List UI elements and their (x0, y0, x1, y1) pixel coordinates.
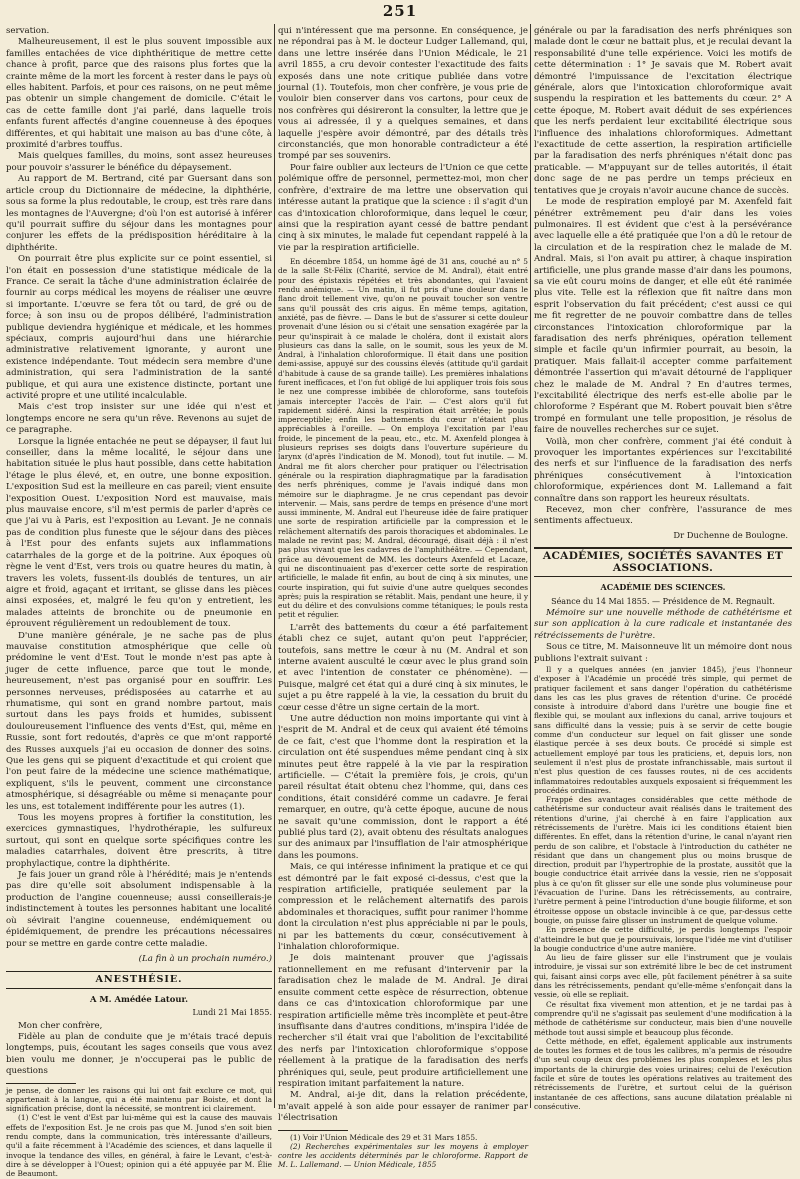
paragraph: Malheureusement, il est le plus souvent impossible aux familles entachées de vice diphthéritique de mettre cette chance à profit, parce que des raisons plus fortes que la crainte même de la mort les forcent à rester dans le pays où elles habitent. Parfois, et pour ces raisons, on ne peut même pas obtenir un simple changement de domicile. C'était le cas de cette famille dont j'ai parlé, dans laquelle trois enfants furent affectés d'angine couenneuse à des époques différentes, et qui habitait une maison au bas d'une côte, à proximité d'arbres touffus. (6, 37, 272, 151)
extract-paragraph: Au lieu de faire glisser sur elle l'instrument que je voulais introduire, je vissai sur son extrémité libre le bec de cet instrument qui, faisant ainsi corps avec elle, pût facilement pénétrer à sa suite dans les rétrécissements, pendant qu'elle-même s'enfonçait dans la vessie, où elle se repliait. (534, 953, 792, 1000)
paragraph: Tous les moyens propres à fortifier la constitution, les exercices gymnastiques, l'hydrothérapie, les sulfureux surtout, qui sont en quelque sorte spécifiques contre les maladies catarrhales, doivent être prescrits, à titre prophylactique, contre la diphthérite. (6, 813, 272, 869)
paragraph: D'une manière générale, je ne sache pas de plus mauvaise constitution atmosphérique que celle où prédomine le vent d'Est. Tout le monde n'est pas apte à juger de cette influence, parce que tout le monde, heureusement, n'est pas organisé pour en souffrir. Les personnes nerveuses, prédisposées au catarrhe et au rhumatisme, qui sont en grand nombre partout, mais surtout dans les pays froids et humides, subissent douloureusement l'influence des vents d'Est, qui, même en Russie, sont fort redoutés, d'après ce que m'ont rapporté des Russes auxquels j'ai eu occasion de donner des soins. Que les gens qui se piquent d'exactitude et qui croient que l'on peut faire de la médecine une science mathématique, expliquent, s'ils le peuvent, comment une circonstance atmosphérique, si désagréable ou même si menaçante pour les uns, est totalement indifférente pour les autres (1). (6, 630, 272, 812)
paragraph: Recevez, mon cher confrère, l'assurance de mes sentiments affectueux. (534, 505, 792, 527)
extract-paragraph: Frappé des avantages considérables que cette méthode de cathétérisme sur conducteur avait réalisés dans le traitement des rétentions d'urine, j'ai cherché à en faire l'application aux rétrécissements de l'urètre. Mais ici les conditions étaient bien différentes. En effet, dans la rétention d'urine, le canal n'ayant rien perdu de son calibre, et l'obstacle à l'introduction du cathéter ne résidant que dans un changement plus ou moins brusque de direction, produit par l'hypertrophie de la prostate, aussitôt que la bougie conductrice était arrivée dans la vessie, rien ne s'opposait plus à ce qu'on fît glisser sur elle une sonde plus volumineuse pour l'évacuation de l'urine. Dans les rétrécissements, au contraire, l'urètre perment à peine l'introduction d'une bougie filiforme, et son étroitesse oppose un obstacle invincible à ce que, par-dessus cette bougie, on puisse faire glisser un instrument de quelque volume. (534, 795, 792, 925)
paragraph: On pourrait être plus explicite sur ce point essentiel, si l'on était en possession d'une statistique médicale de la France. Ce serait la tâche d'une administration éclairée de fournir au corps médical les moyens de réaliser une œuvre si importante. L'œuvre se fera tôt ou tard, de gré ou de force; à son insu ou de propos délibéré, l'administration publique deviendra hygiénique et médicale, et les hommes spéciaux, compris aujourd'hui dans une hiérarchie administrative relativement ignorante, y auront une existence indépendante. Tout médecin sera membre d'une administration, qui sera l'administration de la santé publique, et qui aura une existence distincte, portant une activité propre et une utilité incalculable. (6, 254, 272, 401)
footnote: (1) C'est le vent d'Est par lui-même qui est la cause des mauvais effets de l'exposition Est. Je ne crois pas que M. Junod s'en soit bien rendu compte, dans la communication, très intéressante d'ailleurs, qu'il a faite récemment à l'Académie des sciences, et dans laquelle il invoque la tendance des villes, en général, à faire le Levant, c'est-à-dire à se développer à l'Ouest; opinion qui a été appuyée par M. Élie de Beaumont. (6, 1113, 272, 1179)
paragraph: Mais, ce qui intéresse infiniment la pratique et ce qui est démontré par le fait exposé ci-dessus, c'est que la respiration artificielle, pratiquée seulement par la compression et le relâchement alternatifs des parois abdominales et thoraciques, suffit pour ranimer l'homme dont la circulation n'est plus appréciable ni par le pouls, ni par les battements du cœur, consécutivement à l'inhalation chloroformique. (278, 862, 528, 953)
extract-paragraph: Il y a quelques années (en janvier 1845), j'eus l'honneur d'exposer à l'Académie un procédé très simple, qui permet de pratiquer facilement et sans danger l'opération du cathétérisme dans les cas les plus graves de rétention d'urine. Ce procédé consiste à introduire d'abord dans l'urètre une bougie fine et flexible qui, se moulant aux inflexions du canal, arrive toujours et sans difficulté dans la vessie; puis à se servir de cette bougie comme d'un conducteur sur lequel on fait glisser une sonde élastique percée à ses deux bouts. Ce procédé si simple est actuellement employé par tous les praticiens, et, depuis lors, non seulement il n'est plus de prostate infranchissable, mais surtout il n'est plus question de ces fausses routes, ni de ces accidents inflammatoires redoutables auxquels exposaient si fréquemment les procédés ordinaires. (534, 664, 792, 795)
extract-paragraph: Cette méthode, en effet, également applicable aux instruments de toutes les formes et de tous les calibres, m'a permis de résoudre d'un seul coup deux des problèmes les plus complexes et les plus importants de la chirurgie des voies urinaires; celui de l'exécution facile et sûre de toutes les opérations relatives au traitement des rétrécissements de l'urètre, et surtout celui de la guérison instantanée de ces affections, sans aucune dilatation préalable ni consécutive. (534, 1036, 792, 1111)
extract-paragraph: Ce résultat fixa vivement mon attention, et je ne tardai pas à comprendre qu'il ne s'agissait pas seulement d'une modification à la méthode de cathétérisme sur conducteur, mais bien d'une nouvelle méthode tout aussi simple et beaucoup plus féconde. (534, 999, 792, 1037)
column-1 (6, 26, 272, 1179)
column-3 (534, 26, 792, 1111)
footnote-rule (6, 1083, 76, 1084)
paragraph: Voilà, mon cher confrère, comment j'ai été conduit à provoquer les importantes expériences sur l'excitabilité des nerfs et sur l'influence de la faradisation des nerfs phréniques consécutivement à l'intoxication chloroformique, expériences dont M. Lallemand a fait connaître dans son rapport les heureux résultats. (534, 436, 792, 504)
paragraph: générale ou par la faradisation des nerfs phréniques son malade dont le cœur ne battait plus, et je reculai devant la responsabilité d'une telle expérience. Voici les motifs de cette détermination : 1° Je savais que M. Robert avait démontré l'impuissance de l'excitation électrique générale, alors que l'intoxication chloroformique avait suspendu la respiration et les battements du cœur. 2° A cette époque, M. Robert avait déduit de ses expériences que les nerfs perdaient leur excitabilité électrique sous l'influence des inhalations chloroformiques. Admettant l'exactitude de cette assertion, la respiration artificielle par la faradisation des nerfs phréniques n'était donc pas praticable. — M'appuyant sur de telles autorités, il était donc sage de ne pas perdre un temps précieux en tentatives que je croyais n'avoir aucune chance de succès. (534, 26, 792, 196)
page-number: 251 (382, 2, 418, 20)
observation-text: En décembre 1854, un homme âgé de 31 ans, couché au n° 5 de la salle St-Félix (Charité, service de M. Andral), était entré pour des épistaxis répétées et très abondantes, qui l'avaient rendu anémique. — Un matin, il fut pris d'une douleur dans le flanc droit tellement vive, qu'on ne pouvait toucher son ventre sans qu'il poussât des cris aigus. En même temps, agitation, anxiété, pas de fièvre. — Dans le but de s'assurer si cette douleur provenait d'une lésion ou si c'était une sensation exagérée par la peur qu'inspirait à ce malade le choléra, dont il existait alors plusieurs cas dans la salle, on le soumit, sous les yeux de M. Andral, à l'inhalation chloroformique. Il était dans une position demi-assise, appuyé sur des coussins élevés (attitude qu'il gardait d'habitude à cause de sa grande taille). Les premières inhalations furent inefficaces, et l'on fut obligé de lui appliquer trois fois sous le nez une compresse imbibée de chloroforme, sans toutefois jamais intercepter l'accès de l'air. — C'est alors qu'il fut rapidement sidéré. Ainsi la respiration était arrêtée; le pouls imperceptible; enfin les battements du cœur n'étaient plus appréciables à l'oreille. — On employa l'excitation par l'eau froide, le pincement de la peau, etc., etc. M. Axenfeld plongea à plusieurs reprises ses doigts dans l'ouverture supérieure du larynx (d'après l'indication de M. Monod), tout fut inutile. — M. Andral me fit alors chercher pour pratiquer ou l'électrisation générale ou la respiration diaphragmatique par la faradisation des nerfs phréniques, comme je l'avais indiqué dans mon mémoire sur le diaphragme. Je ne crus cependant pas devoir intervenir. — Mais, sans perdre de temps en présence d'une mort aussi imminente, M. Andral eut l'heureuse idée de faire pratiquer une sorte de respiration artificielle par la compression et le relâchement alternatifs des parois thoraciques et abdominales. Le malade ne revint pas; M. Andral, découragé, disait déjà : il n'est pas plus vivant que les cadavres de l'amphithéâtre. — Cependant, grâce au dévouement de MM. les docteurs Axenfeld et Lacaze, qui ne discontinuaient pas d'exercer cette sorte de respiration artificielle, le malade fit enfin, au bout de cinq à six minutes, une courte inspiration, qui fut suivie d'une autre quelques secondes après; puis la respiration se rétablit. Mais, pendant une heure, il y eut du délire et des convulsions comme tétaniques; le pouls resta petit et régulier. (278, 257, 528, 620)
memoir-title: Mémoire sur une nouvelle méthode de cathétérisme et sur son application à la cure radicale et instantanée des rétrécissements de l'urètre. (534, 607, 792, 641)
column-rule-1 (274, 24, 275, 1108)
signature: Dr Duchenne de Boulogne. (673, 529, 788, 540)
paragraph: servation. (6, 26, 50, 36)
footnote: je pense, de donner les raisons qui lui ont fait exclure ce mot, qui appartenait à la langue, qui a été maintenu par Boiste, et dont la signification précise, dont la nécessité, se montrent ici clairement. (6, 1085, 272, 1114)
paragraph: Lorsque la lignée entachée ne peut se dépayser, il faut lui conseiller, dans la même localité, le séjour dans une habitation située le plus haut possible, dans cette habitation l'étage le plus élevé, et, en outre, une bonne exposition. L'exposition Sud est la meilleure en cas pareil; vient ensuite l'exposition Ouest. L'exposition Nord est mauvaise, mais plus mauvaise encore, s'il m'est permis de parler d'après ce que j'ai vu à Paris, est l'exposition au Levant. Je ne connais pas de condition plus funeste que le séjour dans des pièces à l'Est pour des enfants sujets aux inflammations catarrhales de la gorge et de la poitrine. Aux époques où règne le vent d'Est, vers trois ou quatre heures du matin, à travers les volets, fussent-ils doublés de tentures, un air aigre et froid, agaçant et irritant, se glisse dans les pièces ainsi exposées, et, malgré le feu qu'on y entretient, les malades atteints de bronchite ou de pneumonie en éprouvent régulièrement un redoublement de toux. (6, 436, 272, 630)
footnote: (1) Voir l'Union Médicale des 29 et 31 Mars 1855. (290, 1132, 478, 1142)
paragraph: qui n'intéressent que ma personne. En conséquence, je ne répondrai pas à M. le docteur Ludger Lallemand, qui, dans une lettre insérée dans l'Union Médicale, le 21 avril 1855, a cru devoir contester l'exactitude des faits exposés dans une note critique publiée dans votre journal (1). Toutefois, mon cher confrère, je vous prie de vouloir bien conserver dans vos cartons, pour ceux de nos confrères qui désireront la consulter, la lettre que je vous ai adressée, il y a quelques semaines, et dans laquelle j'espère avoir démontré, par des détails très circonstanciés, que mon honorable contradicteur a été trompé par ses souvenirs. (278, 26, 528, 162)
paragraph: Pour faire oublier aux lecteurs de l'Union ce que cette polémique offre de personnel, permettez-moi, mon cher confrère, d'extraire de ma lettre une observation qui intéresse autant la pratique que la science : il s'agit d'un cas d'intoxication chloroformique, dans lequel le cœur, ainsi que la respiration ayant cessé de battre pendant cinq à six minutes, le malade fut cependant rappelé à la vie par la respiration artificielle. (278, 162, 528, 253)
letter-date: Lundi 21 Mai 1855. (192, 1008, 272, 1018)
paragraph: Je dois maintenant prouver que j'agissais rationnellement en me refusant d'intervenir par la faradisation chez le malade de M. Andral. Je dirai ensuite comment cette espèce de résurrection, obtenue dans ce cas d'intoxication chloroformique par une respiration artificielle même très incomplète et peut-être insuffisante dans d'autres conditions, m'inspira l'idée de rechercher s'il était vrai que l'abolition de l'excitabilité des nerfs par l'intoxication chloroformique s'oppose réellement à la pratique de la faradisation des nerfs phréniques qui, seule, peut produire artificiellement une respiration imitant parfaitement la nature. (278, 953, 528, 1089)
salutation: Mon cher confrère, (18, 1020, 103, 1031)
extract-paragraph: En présence de cette difficulté, je perdis longtemps l'espoir d'atteindre le but que je poursuivais, lorsque l'idée me vint d'utiliser la bougie conductrice d'une autre manière. (534, 925, 792, 953)
session-line: Séance du 14 Mai 1855. — Présidence de M. Regnault. (551, 596, 775, 606)
footnote-rule (278, 1130, 348, 1131)
paragraph: Je fais jouer un grand rôle à l'hérédité; mais je n'entends pas dire qu'elle soit absolument indispensable à la production de l'angine couenneuse; aussi conseillerais-je indistinctement à toutes les personnes habitant une localité où sévirait l'angine couenneuse, endémiquement ou épidémiquement, de prendre les précautions nécessaires pour se mettre en garde contre cette maladie. (6, 870, 272, 949)
paragraph: L'arrêt des battements du cœur a été parfaitement établi chez ce sujet, autant qu'on peut l'apprécier, toutefois, sans mettre le cœur à nu (M. Andral et son interne avaient ausculté le cœur avec le plus grand soin et avec l'intention de constater ce phénomène). — Puisque, malgré cet état qui a duré cinq à six minutes, le sujet a pu être rappelé à la vie, la cessation du bruit du cœur cesse d'être un signe certain de la mort. (278, 622, 528, 713)
addressee: A M. Amédée Latour. (89, 993, 189, 1004)
column-2 (278, 26, 528, 1170)
paragraph: Fidèle au plan de conduite que je m'étais tracé depuis longtemps, puis, écoutant les sages conseils que vous avez bien voulu me donner, je n'occuperai pas le public de questions (6, 1031, 272, 1077)
paragraph: Mais quelques familles, du moins, sont assez heureuses pour pouvoir s'assurer le bénéfice du dépaysement. (6, 151, 272, 173)
section-title-academies: ACADÉMIES, SOCIÉTÉS SAVANTES ET ASSOCIATIONS. (534, 547, 792, 577)
paragraph: Une autre déduction non moins importante qui vint à l'esprit de M. Andral et de ceux qui avaient été témoins de ce fait, c'est que l'homme dont la respiration et la circulation ont été suspendues même pendant cinq à six minutes peut être rappelé à la vie par la respiration artificielle. — C'était la première fois, je crois, qu'un pareil résultat était obtenu chez l'homme, qui, dans ces conditions, était considéré comme un cadavre. Je ferai remarquer, en outre, qu'à cette époque, aucune de nous ne savait qu'une commission, dont le rapport a été publié plus tard (2), avait obtenu des résultats analogues sur des animaux par l'insufflation de l'air atmosphérique dans les poumons. (278, 713, 528, 861)
paragraph: Le mode de respiration employé par M. Axenfeld fait pénétrer extrêmement peu d'air dans les voies pulmonaires. Il est évident que c'est à la persévérance avec laquelle elle a été pratiquée que l'on a dû le retour de la circulation et de la respiration chez le malade de M. Andral. Mais, si l'on avait pu attirer, à chaque inspiration artificielle, une plus grande masse d'air dans les poumons, sa vie eût couru moins de danger, et elle eût été ranimée plus vite. Telle est la réflexion que fit naître dans mon esprit l'observation du fait précédent; c'est aussi ce qui me fit regretter de ne pouvoir combattre dans de telles circonstances l'intoxication chloroformique par la faradisation des nerfs phréniques, opération tellement simple et facile qu'un infirmier pourrait, au besoin, la pratiquer. Mais fallait-il accepter comme parfaitement démontrée l'assertion qui m'avait détourné de l'appliquer chez le malade de M. Andral ? En d'autres termes, l'excitabilité électrique des nerfs est-elle abolie par le chloroforme ? Espérant que M. Robert pouvait bien s'être trompé en formulant une telle proposition, je résolus de faire de nouvelles recherches sur ce sujet. (534, 197, 792, 436)
paragraph: M. Andral, ai-je dit, dans la relation précédente, m'avait appelé à son aide pour essayer de ranimer par l'électrisation (278, 1090, 528, 1124)
academy-name: ACADÉMIE DES SCIENCES. (600, 582, 726, 593)
paragraph: Au rapport de M. Bertrand, cité par Guersant dans son article croup du Dictionnaire de médecine, la diphthérie, sous sa forme la plus redoutable, le croup, est très rare dans les montagnes de l'Auvergne; d'où l'on est autorisé à inférer qu'il pourrait suffire du séjour dans les montagnes pour conjurer les effets de la prédisposition héréditaire à la diphthérite. (6, 174, 272, 253)
continuation-note: (La fin à un prochain numéro.) (138, 953, 272, 964)
intro-paragraph: Sous ce titre, M. Maisonneuve lit un mémoire dont nous publions l'extrait suivant : (534, 642, 792, 664)
column-rule-2 (530, 24, 531, 1108)
footnote: (2) Recherches expérimentales sur les moyens à employer contre les accidents déterminés par le chloroforme. Rapport de M. L. Lallemand. — Union Médicale, 1855 (278, 1141, 528, 1170)
section-title-anesthesie: ANESTHÉSIE. (6, 971, 272, 988)
paragraph: Mais c'est trop insister sur une idée qui n'est et longtemps encore ne sera qu'un rêve. Revenons au sujet de ce paragraphe. (6, 402, 272, 436)
